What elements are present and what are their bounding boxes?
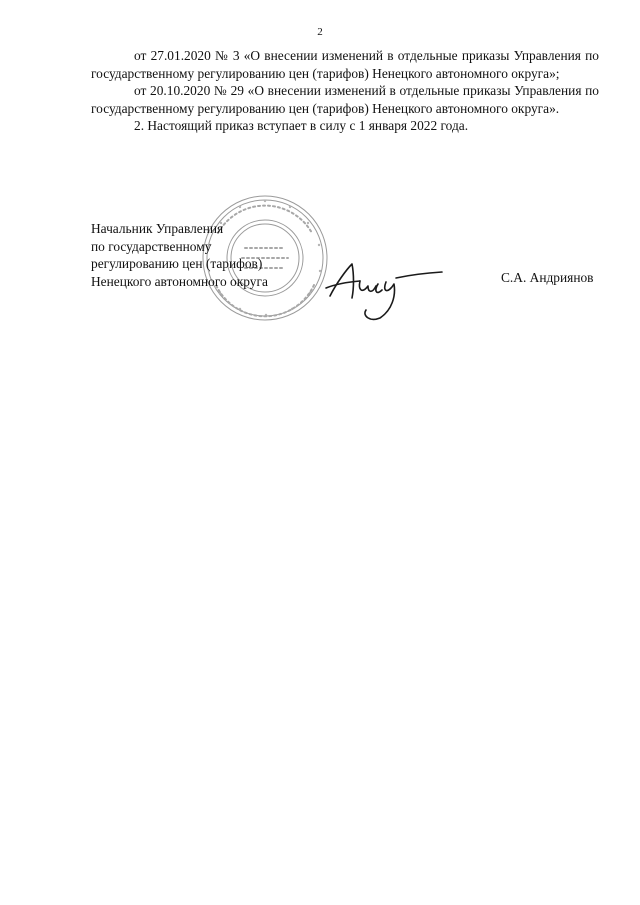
amendment-item-1: от 27.01.2020 № 3 «О внесении изменений в отдельные приказы Управления по государственному регулированию цен (тарифов) Ненецкого автономного округа»; xyxy=(91,48,599,81)
amendment-item-2: от 20.10.2020 № 29 «О внесении изменений в отдельные приказы Управления по государственному регулированию цен (тарифов) Ненецкого автономного округа». xyxy=(91,83,599,116)
effective-date-clause: 2. Настоящий приказ вступает в силу с 1 января 2022 года. xyxy=(134,118,469,133)
position-line: Ненецкого автономного округа xyxy=(91,273,268,289)
signatory-position xyxy=(91,220,268,290)
signer-name: С.А. Андриянов xyxy=(501,270,594,285)
page-number: 2 xyxy=(317,26,323,38)
position-line: регулированию цен (тарифов) xyxy=(91,256,263,271)
document-body xyxy=(91,47,599,135)
handwritten-signature xyxy=(318,248,448,328)
position-line: по государственному xyxy=(91,238,212,254)
position-line: Начальник Управления xyxy=(91,221,224,236)
